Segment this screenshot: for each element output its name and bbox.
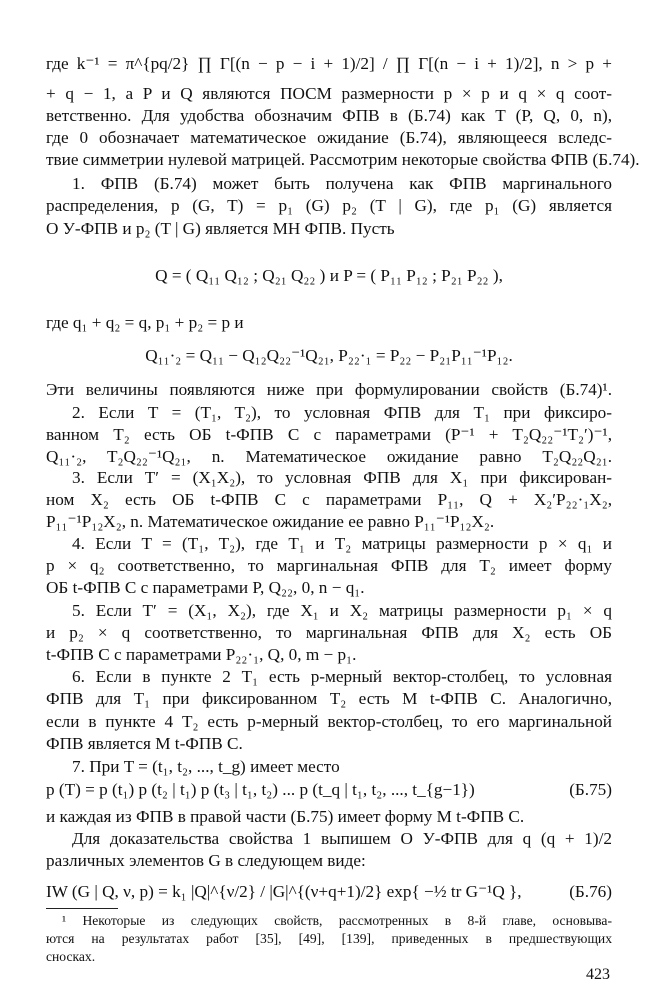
footnote-line-2: ются на результатах работ [35], [49], [139], приведенных в предшествующих [46,931,612,946]
text-line-19: 5. Если T′ = (X₁, X₂), где X₁ и X₂ матрицы размерности p₁ × q [72,601,612,620]
text-line-15: P₁₁⁻¹P₁₂X₂, n. Математическое ожидание ее равно P₁₁⁻¹P₁₂X₂. [46,512,495,531]
text-line-20: и p₂ × q соответственно, то маргинальная ФПВ для X₂ есть ОБ [46,623,612,642]
equation-b75-number: (Б.75) [569,780,612,799]
text-line-22: 6. Если в пункте 2 T₁ есть p-мерный вектор-столбец, то условная [72,667,612,686]
text-line-16: 4. Если T = (T₁, T₂), где T₁ и T₂ матрицы размерности p × q₁ и [72,534,612,553]
footnote-line-3: сносках. [46,949,96,964]
footnote-rule [46,908,118,909]
text-line-3: ветственно. Для удобства обозначим ФПВ в (Б.74) как T (P, Q, 0, n), [46,106,612,125]
text-line-5: твие симметрии нулевой матрицей. Рассмотрим некоторые свойства ФПВ (Б.74). [46,150,640,169]
footnote-line-1: ¹ Некоторые из следующих свойств, рассмотренных в 8-й главе, основыва- [62,913,612,928]
text-line-21: t-ФПВ С с параметрами P₂₂·₁, Q, 0, m − p₁. [46,645,357,664]
text-line-6: 1. ФПВ (Б.74) может быть получена как ФПВ маргинального [72,174,612,193]
text-line-23: ФПВ для T₁ при фиксированном T₂ есть М t-ФПВ С. Аналогично, [46,689,612,708]
equation-b75 [46,778,612,801]
text-line-28: Для доказательства свойства 1 выпишем О У-ФПВ для q (q + 1)/2 [72,829,612,848]
equation-q112-p221: Q₁₁·₂ = Q₁₁ − Q₁₂Q₂₂⁻¹Q₂₁, P₂₂·₁ = P₂₂ − P₂₁P₁₁⁻¹P₁₂. [145,346,513,365]
text-line-8: О У-ФПВ и p₂ (T | G) является МН ФПВ. Пусть [46,219,395,238]
text-line-1: где k⁻¹ = π^{pq/2} ∏ Γ[(n − p − i + 1)/2] / ∏ Γ[(n − i + 1)/2], n > p + [46,54,612,73]
text-line-27: и каждая из ФПВ в правой части (Б.75) имеет форму М t-ФПВ С. [46,807,525,826]
text-line-4: где 0 обозначает математическое ожидание (Б.74), являющееся вследс- [46,128,612,147]
equation-b76-body: IW (G | Q, ν, p) = k₁ |Q|^{ν/2} / |G|^{(ν+q+1)/2} exp{ −½ tr G⁻¹Q }, [46,882,522,901]
page-number: 423 [586,966,610,983]
text-line-7: распределения, p (G, T) = p₁ (G) p₂ (T | G), где p₁ (G) является [46,196,612,215]
text-line-29: различных элементов G в следующем виде: [46,851,366,870]
text-line-14: ном X₂ есть ОБ t-ФПВ С с параметрами P₁₁, Q + X₂′P₂₂·₁X₂, [46,490,612,509]
text-line-24: если в пункте 4 T₂ есть p-мерный вектор-столбец, то его маргинальной [46,712,612,731]
text-line-2: + q − 1, а P и Q являются ПОСМ размерности p × p и q × q соот- [46,84,612,103]
equation-b76 [46,880,612,903]
text-line-13: 3. Если T′ = (X₁X₂), то условная ФПВ для X₁ при фиксирован- [72,468,612,487]
equation-b76-number: (Б.76) [569,882,612,901]
text-line-12: Q₁₁·₂, T₂Q₂₂⁻¹Q₂₁, n. Математическое ожидание равно T₂Q₂₂Q₂₁. [46,447,612,466]
text-line-25: ФПВ является М t-ФПВ С. [46,734,243,753]
text-line-where: где q₁ + q₂ = q, p₁ + p₂ = p и [46,313,244,332]
text-line-18: ОБ t-ФПВ С с параметрами P, Q₂₂, 0, n − q₁. [46,578,365,597]
text-line-17: p × q₂ соответственно, то маргинальная ФПВ для T₂ имеет форму [46,556,612,575]
equation-b75-body: p (T) = p (t₁) p (t₂ | t₁) p (t₃ | t₁, t₂) ... p (t_q | t₁, t₂, ..., t_{g−1}) [46,780,475,799]
text-line-26: 7. При T = (t₁, t₂, ..., t_g) имеет место [72,757,340,776]
equation-q-p-matrices: Q = ( Q₁₁ Q₁₂ ; Q₂₁ Q₂₂ ) и P = ( P₁₁ P₁₂ ; P₂₁ P₂₂ ), [155,266,503,285]
text-line-11: ванном T₂ есть ОБ t-ФПВ С с параметрами (P⁻¹ + T₂Q₂₂⁻¹T₂′)⁻¹, [46,425,612,444]
text-line-9: Эти величины появляются ниже при формулировании свойств (Б.74)¹. [46,380,612,399]
text-line-10: 2. Если T = (T₁, T₂), то условная ФПВ для T₁ при фиксиро- [72,403,612,422]
